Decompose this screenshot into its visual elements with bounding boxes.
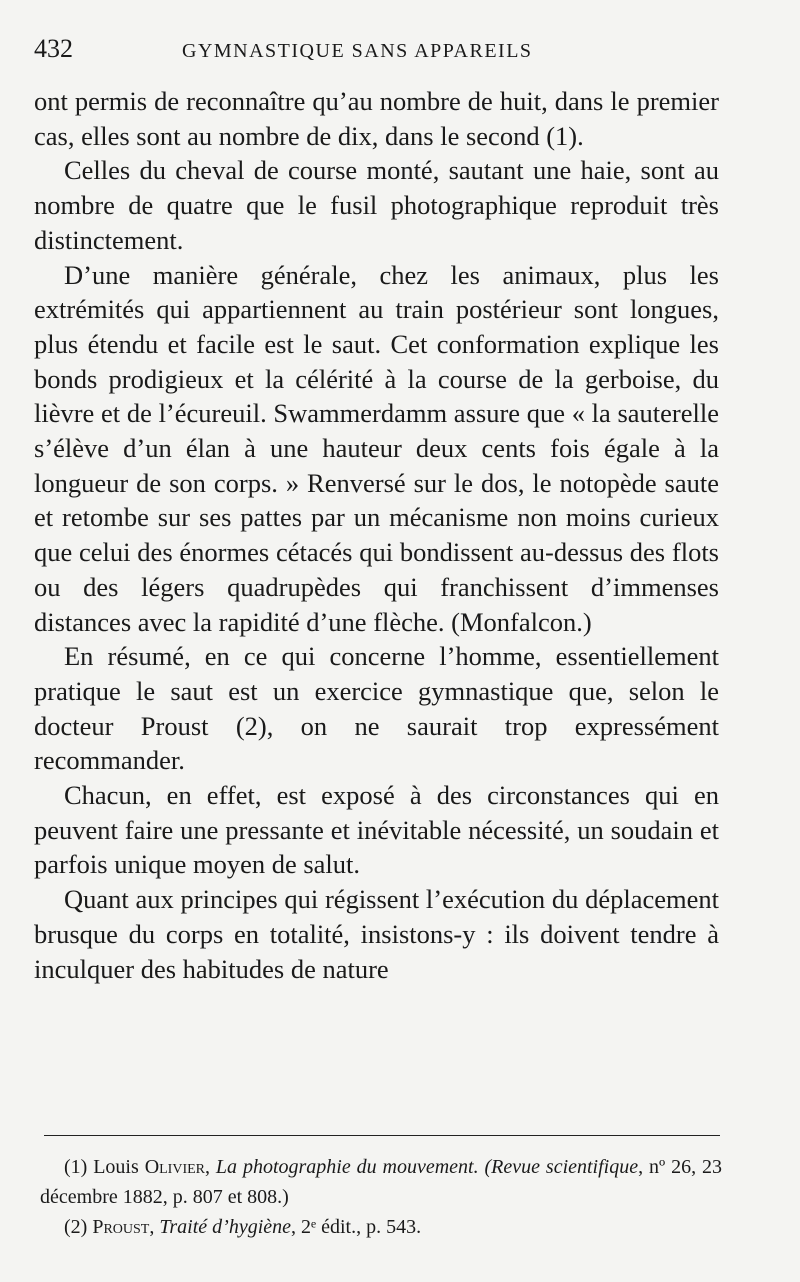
footnote-author: Proust [92,1216,150,1238]
footnote-divider [44,1135,720,1136]
footnotes [40,1152,722,1242]
footnote-author: Olivier [144,1156,206,1178]
footnote-2: (2) Proust, Traité d’hygiène, 2ᵉ édit., p. 543. [64,1216,422,1238]
paragraph: En résumé, en ce qui concerne l’homme, essentiellement pratique le saut est un exercice gymnastique que, selon le docteur Proust (2), on ne saurait trop expressément recommander. [34,641,719,776]
paragraph: Chacun, en effet, est exposé à des circonstances qui en peuvent faire une pressante et inévitable nécessité, un soudain et parfois unique moyen de salut. [34,780,719,880]
footnote-1: (1) Louis Olivier, La photographie du mouvement. (Revue scientifique, nº 26, 23 décembre 1882, p. 807 et 808.) [40,1156,723,1208]
main-text [34,84,719,986]
page-header [34,34,724,74]
footnote-marker: (1) Louis [64,1156,139,1178]
footnote-title: La photographie du mouvement. [215,1156,479,1178]
paragraph: ont permis de reconnaître qu’au nombre de huit, dans le premier cas, elles sont au nombre de dix, dans le second (1). [34,86,719,151]
running-title: GYMNASTIQUE SANS APPAREILS [182,40,533,62]
paragraph: Celles du cheval de course monté, sautant une haie, sont au nombre de quatre que le fusil photographique reproduit très distinctement. [34,155,719,255]
page-number: 432 [34,34,73,63]
footnote-journal: (Revue scientifique [484,1156,639,1178]
footnote-marker: (2) [64,1216,88,1238]
footnote-details: , 2ᵉ édit., p. 543. [291,1216,422,1238]
paragraph: D’une manière générale, chez les animaux, plus les extrémités qui appartiennent au train postérieur sont longues, plus étendu et facile est le saut. Cet conformation explique les bonds prodigieux et la célérité à la course de la gerboise, du lièvre et de l’écureuil. Swammerdamm assure que « la sauterelle s’élève d’un élan à une hauteur deux cents fois égale à la longueur de son corps. » Renversé sur le dos, le notopède saute et retombe sur ses pattes par un mécanisme non moins curieux que celui des énormes cétacés qui bondissent au-dessus des flots ou des légers quadrupèdes qui franchissent d’immenses distances avec la rapidité d’une flèche. (Monfalcon.) [34,259,719,637]
footnote-title: Traité d’hygiène [159,1216,291,1238]
footnote-details: , nº 26, 23 décembre 1882, p. 807 et 808.) [40,1156,723,1208]
paragraph: Quant aux principes qui régissent l’exécution du déplacement brusque du corps en totalité, insistons-y : ils doivent tendre à inculquer des habitudes de nature [34,884,719,984]
